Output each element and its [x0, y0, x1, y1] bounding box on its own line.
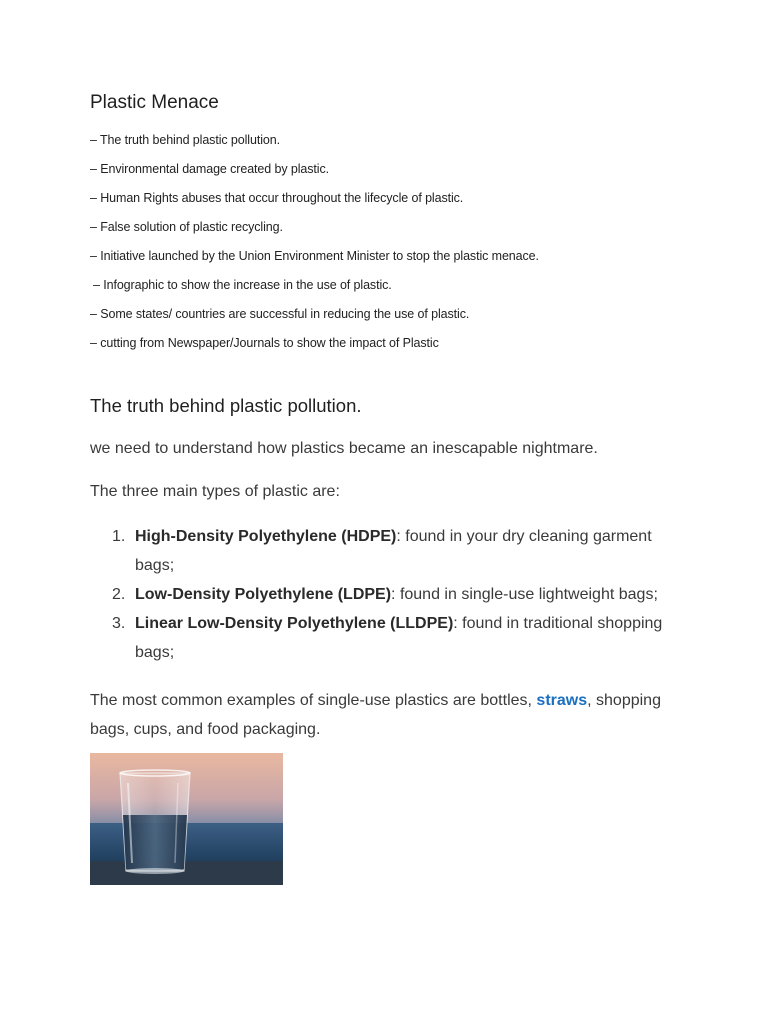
- straws-link[interactable]: straws: [536, 692, 588, 709]
- outline-item: – Some states/ countries are successful in reducing the use of plastic.: [90, 307, 470, 321]
- examples-paragraph: [90, 686, 690, 744]
- outline-item: – Initiative launched by the Union Environment Minister to stop the plastic menace.: [90, 249, 539, 263]
- type-name: High-Density Polyethylene (HDPE): [135, 528, 397, 545]
- list-number: 1.: [112, 528, 126, 545]
- list-number: 2.: [112, 586, 126, 603]
- type-name: Low-Density Polyethylene (LDPE): [135, 586, 392, 603]
- outline-item: – Environmental damage created by plastic.: [90, 162, 329, 176]
- plastic-cup-image: [90, 753, 283, 885]
- type-description: : found in traditional shopping bags;: [135, 615, 663, 661]
- page-title: Plastic Menace: [90, 92, 219, 113]
- list-item: [90, 609, 690, 667]
- types-intro-paragraph: The three main types of plastic are:: [90, 483, 340, 500]
- list-item: [90, 522, 690, 580]
- type-description: : found in single-use lightweight bags;: [391, 586, 658, 603]
- outline-item: – Human Rights abuses that occur throughout the lifecycle of plastic.: [90, 191, 464, 205]
- outline-item: – False solution of plastic recycling.: [90, 220, 283, 234]
- section-heading: The truth behind plastic pollution.: [90, 395, 362, 416]
- outline-item: – The truth behind plastic pollution.: [90, 133, 280, 147]
- plastic-cup-photo: [90, 753, 283, 885]
- examples-text-after: , shopping bags, cups, and food packaging.: [90, 692, 661, 738]
- plastic-types-list: [90, 522, 690, 667]
- outline-item: – cutting from Newspaper/Journals to show the impact of Plastic: [90, 336, 439, 350]
- outline-item: – Infographic to show the increase in the use of plastic.: [93, 278, 392, 292]
- topic-outline: [90, 131, 539, 363]
- intro-paragraph: we need to understand how plastics became an inescapable nightmare.: [90, 440, 598, 457]
- list-item: [90, 580, 690, 609]
- examples-text-before: The most common examples of single-use plastics are bottles,: [90, 692, 537, 709]
- type-name: Linear Low-Density Polyethylene (LLDPE): [135, 615, 454, 632]
- type-description: : found in your dry cleaning garment bags;: [135, 528, 652, 574]
- list-number: 3.: [112, 615, 126, 632]
